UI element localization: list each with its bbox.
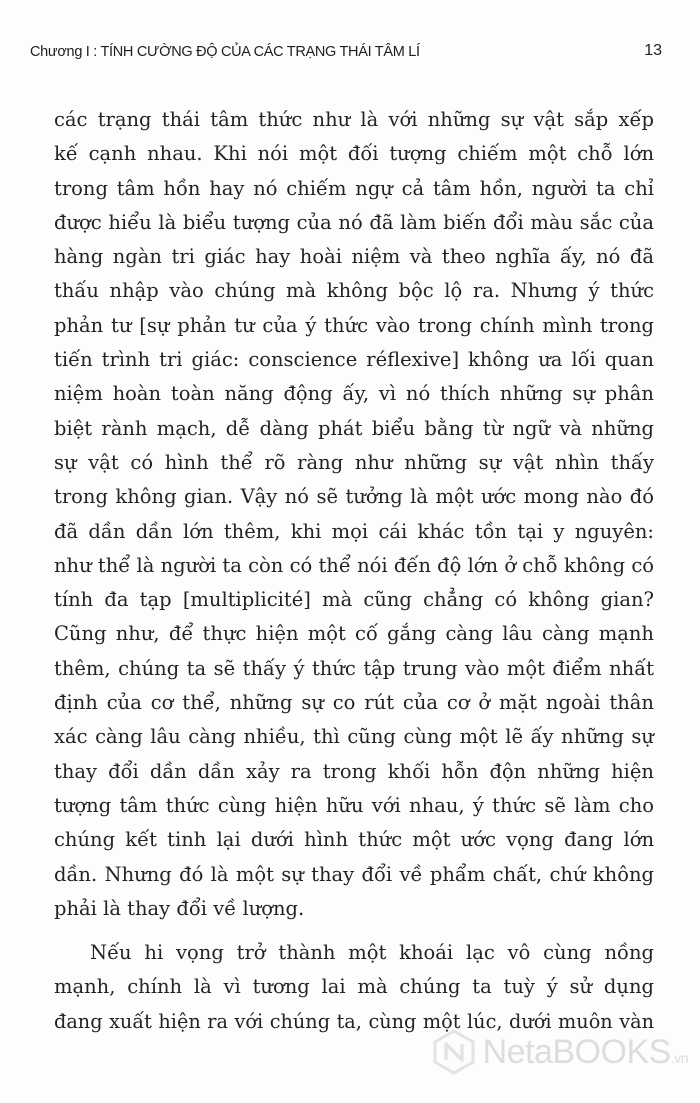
text-line: thấu nhập vào chúng mà không bộc lộ ra. Nhưng ý thức — [54, 279, 654, 303]
text-line: thay đổi dần dần xảy ra trong khối hỗn độn những hiện — [54, 759, 654, 783]
text-line: dần. Nhưng đó là một sự thay đổi về phẩm chất, chứ không — [54, 862, 654, 886]
netabooks-logo-icon — [431, 1029, 477, 1075]
text-line: đang xuất hiện ra với chúng ta, cùng một lúc, dưới muôn vàn — [54, 1009, 654, 1033]
text-line: mạnh, chính là vì tương lai mà chúng ta tuỳ ý sử dụng — [54, 975, 654, 999]
paragraph-gap — [54, 926, 654, 936]
watermark-suffix: .vn — [670, 1049, 688, 1066]
text-line: sự vật có hình thể rõ ràng như những sự vật nhìn thấy — [54, 450, 654, 474]
text-line: trong tâm hồn hay nó chiếm ngự cả tâm hồn, người ta chỉ — [54, 176, 654, 200]
watermark-brand: NetaBOOKS — [482, 1032, 671, 1071]
text-line: thêm, chúng ta sẽ thấy ý thức tập trung vào một điểm nhất — [54, 656, 654, 680]
watermark-text — [483, 1033, 688, 1072]
text-line: Nếu hi vọng trở thành một khoái lạc vô cùng nồng — [90, 941, 654, 965]
text-line: phản tư [sự phản tư của ý thức vào trong chính mình trong — [54, 313, 654, 337]
page-number: 13 — [644, 42, 662, 59]
text-line: chúng kết tinh lại dưới hình thức một ước vọng đang lớn — [54, 828, 654, 852]
text-line: các trạng thái tâm thức như là với những sự vật sắp xếp — [54, 108, 654, 131]
text-line: phải là thay đổi về lượng. — [54, 896, 305, 920]
text-line: trong không gian. Vậy nó sẽ tưởng là một ước mong nào đó — [54, 485, 654, 509]
text-line: Cũng như, để thực hiện một cố gắng càng lâu càng mạnh — [54, 622, 654, 646]
text-line: định của cơ thể, những sự co rút của cơ ở mặt ngoài thân — [54, 691, 654, 715]
paragraph-1 — [54, 103, 654, 926]
netabooks-watermark — [431, 1029, 688, 1075]
text-line: xác càng lâu càng nhiều, thì cũng cùng một lẽ ấy những sự — [54, 725, 654, 749]
text-line: kế cạnh nhau. Khi nói một đối tượng chiếm một chỗ lớn — [54, 142, 654, 166]
body-text — [54, 103, 654, 1039]
text-line: được hiểu là biểu tượng của nó đã làm biến đổi màu sắc của — [54, 210, 654, 234]
text-line: tính đa tạp [multiplicité] mà cũng chẳng có không gian? — [54, 588, 654, 612]
text-line: tượng tâm thức cùng hiện hữu với nhau, ý thức sẽ làm cho — [54, 793, 654, 817]
text-line: tiến trình tri giác: conscience réflexive] không ưa lối quan — [54, 348, 654, 372]
paragraph-2 — [54, 936, 654, 1039]
text-line: đã dần dần lớn thêm, khi mọi cái khác tồn tại y nguyên: — [54, 519, 654, 543]
text-line: biệt rành mạch, dễ dàng phát biểu bằng từ ngữ và những — [54, 416, 654, 440]
text-line: như thể là người ta còn có thể nói đến độ lớn ở chỗ không có — [54, 553, 654, 577]
text-line: hàng ngàn tri giác hay hoài niệm và theo nghĩa ấy, nó đã — [54, 245, 654, 269]
text-line: niệm hoàn toàn năng động ấy, vì nó thích những sự phân — [54, 382, 654, 406]
running-head: Chương I : TÍNH CƯỜNG ĐỘ CỦA CÁC TRẠNG THÁI TÂM LÍ — [30, 44, 420, 60]
